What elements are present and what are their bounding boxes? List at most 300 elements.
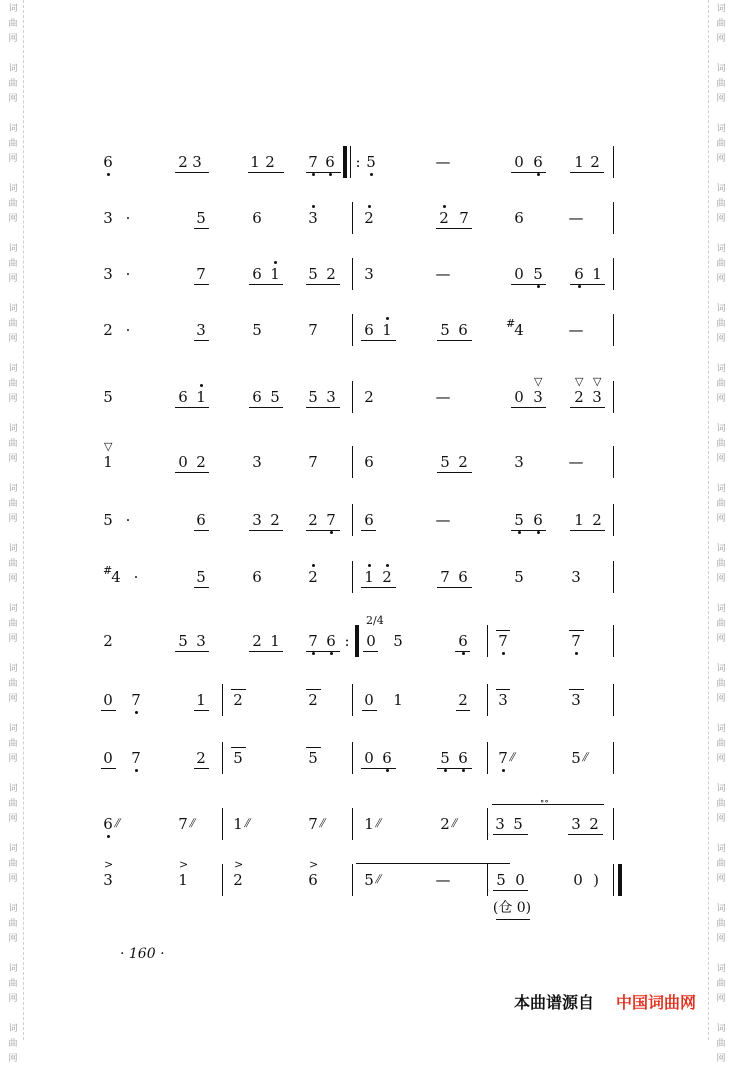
note: 2 [196,749,206,767]
underline-beam [361,530,376,531]
note: 3 [364,265,374,283]
barline [352,258,353,290]
note: 5 [103,388,113,406]
tremolo-mark: ⫽ [509,750,515,764]
underline-beam [570,530,605,531]
tremolo-mark: ⫽ [189,816,195,830]
underline-beam [568,834,603,835]
watermark-text: 词 曲 网 [8,4,18,44]
note: 6 [458,321,468,339]
note: 1 [364,568,374,586]
barline [487,684,488,716]
tremolo-mark: ⫽ [114,816,120,830]
sustain-dash: — [568,453,584,471]
octave-dot-below [330,652,333,655]
tremolo-mark: ⫽ [582,750,588,764]
note: 6 [574,265,584,283]
note: 2 [364,209,374,227]
underline-beam [101,768,116,769]
octave-dot-above [312,205,315,208]
note: 5 [270,388,280,406]
time-signature: 2/4 [366,614,384,627]
octave-dot-below [444,769,447,772]
note: 6 [252,388,262,406]
sustain-dash: — [435,871,451,889]
watermark-text: 词 曲 网 [716,724,726,764]
note: 7 [308,153,318,171]
overline [306,689,321,690]
underline-beam [437,472,472,473]
note: 6 [458,632,468,650]
note: 7 [308,632,318,650]
watermark-text: 词 曲 网 [8,304,18,344]
underline-beam [306,407,340,408]
note: 1 [178,871,188,889]
watermark-text: 词 曲 网 [716,4,726,44]
accent-mark: > [104,858,114,871]
watermark-text: 词 曲 网 [716,544,726,584]
note: 5 [364,871,374,889]
underline-beam [306,651,340,652]
sustain-dash: — [568,209,584,227]
note: 2 [308,691,318,709]
underline-beam [361,587,396,588]
watermark-text: 词 曲 网 [8,1024,18,1064]
octave-dot-below [329,173,332,176]
note: 6 [103,153,113,171]
sharp-sign: # [103,564,113,577]
overline [569,689,584,690]
barline [222,742,223,774]
sustain-dash: — [435,153,451,171]
octave-dot-below [575,652,578,655]
note: 2 [592,511,602,529]
sharp-sign: # [506,317,516,330]
octave-dot-below [502,769,505,772]
barline [352,742,353,774]
octave-dot-above [386,564,389,567]
note: 5 [440,453,450,471]
note: 0 [103,749,113,767]
octave-dot-below [107,173,110,176]
note: 1 [250,153,260,171]
note: 5 [196,209,206,227]
note: 3 [514,453,524,471]
note: 5 [308,265,318,283]
barline [613,684,614,716]
barline [352,504,353,536]
note: 6 [103,815,113,833]
octave-dot-below [502,652,505,655]
note: 2 [308,568,318,586]
note: 2 [364,388,374,406]
note: 5 [571,749,581,767]
octave-dot-above [200,384,203,387]
underline-beam [249,530,283,531]
underline-beam [511,284,546,285]
barline [487,625,488,657]
note: 3 [103,871,113,889]
tremolo-mark: ⫽ [319,816,325,830]
breath-mark: ▽ [593,375,602,388]
note: 3 [196,632,206,650]
note: 4 [111,568,121,586]
augmentation-dot: · [125,321,131,339]
note: 6 [533,511,543,529]
watermark-text: 词 曲 网 [716,964,726,1004]
note: 2 [326,265,336,283]
note: 1 [270,632,280,650]
note: 3 [308,209,318,227]
underline-beam [175,472,209,473]
watermark-text: 词 曲 网 [716,484,726,524]
percussion-syllable: (仓 0) [492,900,532,916]
note: 2 [308,511,318,529]
barline [487,742,488,774]
watermark-text: 词 曲 网 [8,244,18,284]
watermark-text: 词 曲 网 [8,124,18,164]
octave-dot-below [462,769,465,772]
underline-beam [496,919,530,920]
octave-dot-below [312,173,315,176]
watermark-text: 词 曲 网 [8,544,18,584]
note: 3 [196,321,206,339]
tremolo-mark: ⫽ [451,816,457,830]
note: 2 [382,568,392,586]
underline-beam [249,284,283,285]
note: 7 [131,749,141,767]
barline [352,864,353,896]
barline [352,314,353,346]
note: 5 [533,265,543,283]
barline [352,446,353,478]
octave-dot-below [330,531,333,534]
note: 5 [233,749,243,767]
note: 1 [233,815,243,833]
barline [352,561,353,593]
watermark-text: 词 曲 网 [8,364,18,404]
note: 3 [495,815,505,833]
note: 1 [103,453,113,471]
octave-dot-above [368,205,371,208]
underline-beam [175,407,209,408]
note: 5 [252,321,262,339]
underline-beam [361,768,396,769]
watermark-text: 词 曲 网 [716,604,726,644]
barline [613,625,614,657]
barline [613,561,614,593]
note: 6 [178,388,188,406]
watermark-text: 词 曲 网 [8,604,18,644]
note: 7 [308,815,318,833]
watermark-text: 词 曲 网 [8,424,18,464]
close-paren: ) [593,871,599,889]
overline [231,689,246,690]
underline-beam [194,768,209,769]
octave-dot-below [312,652,315,655]
note: 0 [364,749,374,767]
underline-beam [306,284,340,285]
augmentation-dot: · [125,265,131,283]
breath-mark: ▽ [534,375,543,388]
note: 2 [458,453,468,471]
note: 5 [178,632,188,650]
note: 5 [514,568,524,586]
breath-mark: ▽ [104,440,113,453]
note: 2 [574,388,584,406]
underline-beam [249,651,283,652]
barline [613,504,614,536]
augmentation-dot: · [125,511,131,529]
octave-dot-above [274,261,277,264]
note: 2 [270,511,280,529]
underline-beam [363,651,378,652]
note: 3 [252,453,262,471]
watermark-text: 词 曲 网 [716,1024,726,1064]
underline-beam [175,172,209,173]
octave-dot-below [107,835,110,838]
note: 6 [196,511,206,529]
watermark-text: 词 曲 网 [8,904,18,944]
octave-dot-below [386,769,389,772]
note: 0 [178,453,188,471]
watermark-text: 词 曲 网 [716,64,726,104]
octave-dot-below [370,173,373,176]
barline [613,381,614,413]
note: 3 [326,388,336,406]
note: 2 [589,815,599,833]
watermark-text: 词 曲 网 [716,364,726,404]
note: 0 [366,632,376,650]
barline [613,146,614,178]
note: 6 [252,568,262,586]
watermark-text: 词 曲 网 [716,424,726,464]
note: 1 [364,815,374,833]
octave-dot-above [368,564,371,567]
note: 6 [533,153,543,171]
underline-beam [570,172,604,173]
underline-beam [194,228,209,229]
tremolo-mark: ⫽ [375,816,381,830]
underline-beam [194,284,209,285]
note: 7 [326,511,336,529]
underline-beam [362,710,377,711]
underline-beam [249,407,283,408]
overline [496,689,510,690]
note: 0 [573,871,583,889]
note: 5 [440,321,450,339]
note: 5 [514,511,524,529]
note: 2 [103,321,113,339]
octave-dot-below [518,531,521,534]
barline [487,808,488,840]
note: 1 [574,511,584,529]
octave-dot-below [135,711,138,714]
barline [350,146,351,178]
barline [613,314,614,346]
note: 5 [366,153,376,171]
watermark-text: 词 曲 网 [716,784,726,824]
accent-mark: > [309,858,319,871]
note: 1 [382,321,392,339]
barline [352,684,353,716]
note: 2 [440,815,450,833]
note: 6 [364,511,374,529]
barline [613,864,614,896]
note: 4 [514,321,524,339]
note: 7 [498,749,508,767]
watermark-text: 词 曲 网 [716,244,726,284]
note: 0 [103,691,113,709]
tremolo-mark: ⫽ [244,816,250,830]
octave-dot-below [537,173,540,176]
double-barline [618,864,622,896]
note: 3 [192,153,202,171]
watermark-text: 词 曲 网 [716,664,726,704]
note: 1 [270,265,280,283]
watermark-text: 词 曲 网 [716,304,726,344]
note: 7 [459,209,469,227]
barline [613,258,614,290]
underline-beam [175,651,209,652]
barline [613,808,614,840]
site-name: 中国词曲网 [615,993,696,1012]
watermark-text: 词 曲 网 [716,124,726,164]
underline-beam [511,530,546,531]
watermark-text: 词 曲 网 [716,844,726,884]
note: 5 [308,388,318,406]
barline [352,381,353,413]
octave-dot-below [462,652,465,655]
overline [356,863,510,864]
note: 2 [178,153,188,171]
tremolo-mark: ⫽ [375,872,381,886]
double-barline [355,625,359,657]
slur-mark: ∘∘ [540,797,549,807]
note: 2 [196,453,206,471]
watermark-text: 词 曲 网 [8,664,18,704]
watermark-text: 词 曲 网 [8,964,18,1004]
overline [306,747,321,748]
note: 5 [103,511,113,529]
watermark-text: 词 曲 网 [716,184,726,224]
overline [231,747,246,748]
note: 5 [308,749,318,767]
watermark-text: 词 曲 网 [716,904,726,944]
note: 6 [325,153,335,171]
note: 3 [571,568,581,586]
underline-beam [493,890,528,891]
double-barline [343,146,347,178]
note: 6 [326,632,336,650]
underline-beam [436,228,472,229]
underline-beam [194,530,209,531]
sustain-dash: — [435,511,451,529]
note: 0 [515,871,525,889]
underline-beam [306,530,340,531]
note: 7 [308,453,318,471]
note: 3 [592,388,602,406]
underline-beam [194,587,209,588]
octave-dot-below [537,285,540,288]
barline [222,684,223,716]
underline-beam [456,710,470,711]
source-label: 本曲谱源自 [513,993,594,1012]
note: 6 [382,749,392,767]
note: 2 [458,691,468,709]
barline [352,202,353,234]
note: 7 [131,691,141,709]
underline-beam [493,834,528,835]
note: 7 [498,632,508,650]
accent-mark: > [179,858,189,871]
barline [487,864,488,896]
octave-dot-below [537,531,540,534]
source-footer [514,990,696,1013]
octave-dot-above [443,205,446,208]
note: 6 [364,321,374,339]
underline-beam [511,407,546,408]
watermark-text: 词 曲 网 [8,184,18,224]
watermark-text: 词 曲 网 [8,724,18,764]
note: 1 [574,153,584,171]
underline-beam [248,172,284,173]
repeat-sign: : [355,153,361,171]
note: 3 [498,691,508,709]
note: 0 [364,691,374,709]
underline-beam [194,340,209,341]
note: 2 [233,691,243,709]
note: 7 [196,265,206,283]
note: 1 [592,265,602,283]
note: 5 [513,815,523,833]
augmentation-dot: · [125,209,131,227]
overline [569,630,584,631]
note: 6 [364,453,374,471]
underline-beam [361,340,396,341]
note: 3 [103,265,113,283]
augmentation-dot: · [133,568,139,586]
accent-mark: > [234,858,244,871]
overline [496,630,510,631]
underline-beam [570,407,605,408]
underline-beam [437,587,472,588]
underline-beam [437,768,472,769]
note: 2 [233,871,243,889]
sustain-dash: — [435,388,451,406]
note: 2 [103,632,113,650]
barline [222,808,223,840]
note: 1 [196,388,206,406]
repeat-sign: : [344,632,350,650]
underline-beam [511,172,546,173]
octave-dot-below [578,285,581,288]
note: 2 [252,632,262,650]
note: 1 [393,691,403,709]
watermark-text: 词 曲 网 [8,484,18,524]
barline [613,446,614,478]
note: 2 [590,153,600,171]
underline-beam [570,284,605,285]
note: 5 [393,632,403,650]
octave-dot-above [312,564,315,567]
note: 0 [514,265,524,283]
note: 5 [440,749,450,767]
note: 5 [496,871,506,889]
sustain-dash: — [568,321,584,339]
note: 0 [514,153,524,171]
note: 6 [458,568,468,586]
